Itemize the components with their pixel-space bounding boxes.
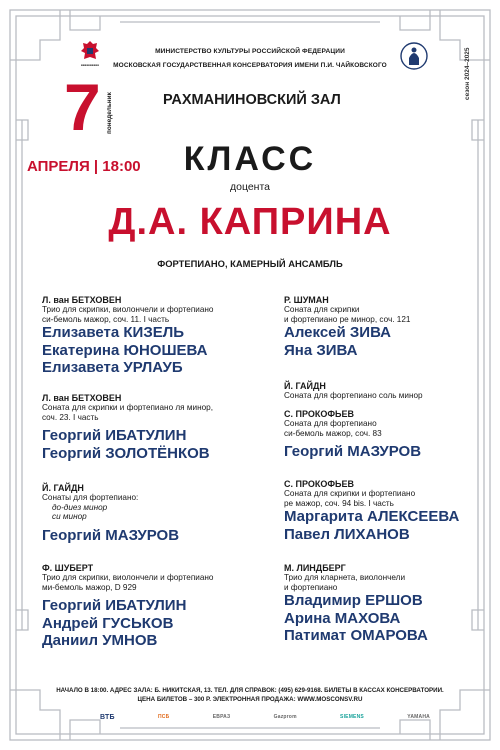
season-label: сезон 2024–2025 <box>464 47 471 100</box>
event-day: 7 <box>64 70 101 144</box>
performer: Даниил УМНОВ <box>42 632 158 650</box>
performer: Андрей ГУСЬКОВ <box>42 614 174 632</box>
program-item <box>284 381 423 401</box>
composer: Й. ГАЙДН <box>42 483 84 493</box>
sponsor-logo: Gazprom <box>273 714 297 720</box>
performer: Екатерина ЮНОШЕВА <box>42 341 208 359</box>
work-title: ми-бемоль мажор, D 929 <box>42 582 137 592</box>
work-title: Сонаты для фортепиано: <box>42 493 139 502</box>
performer: Елизавета КИЗЕЛЬ <box>42 324 185 342</box>
work-title: Трио для кларнета, виолончели <box>284 573 406 582</box>
composer: М. ЛИНДБЕРГ <box>284 563 346 573</box>
event-date-time: АПРЕЛЯ | 18:00 <box>27 158 141 175</box>
sponsor-logo: ВТБ <box>100 713 115 721</box>
work-title: и фортепиано ре минор, соч. 121 <box>284 314 411 324</box>
work-title: Трио для скрипки, виолончели и фортепиано <box>42 573 214 582</box>
program-item <box>42 295 213 377</box>
work-title: до-диез минор <box>52 502 108 512</box>
performer: Георгий МАЗУРОВ <box>284 443 422 461</box>
sponsor-logo: ПСБ <box>158 714 170 720</box>
footer-tickets-line: ЦЕНА БИЛЕТОВ – 300 Р. ЭЛЕКТРОННАЯ ПРОДАЖА: WWW.MOSCONSV.RU <box>137 696 363 703</box>
work-title: Соната для скрипки и фортепиано ля минор, <box>42 403 214 412</box>
class-title: КЛАСС <box>183 140 317 178</box>
program-item <box>42 393 213 462</box>
performer: Яна ЗИВА <box>284 341 358 359</box>
performer: Елизавета УРЛАУБ <box>42 359 183 377</box>
teacher-position: доцента <box>229 181 271 193</box>
work-title: ре мажор, соч. 94 bis. I часть <box>284 498 394 508</box>
performer: Георгий ЗОЛОТЁНКОВ <box>42 444 210 462</box>
performer: Арина МАХОВА <box>284 609 401 627</box>
work-title: Соната для скрипки <box>284 305 360 314</box>
ministry-emblem-caption: ■■■■■■■■■■ <box>80 63 100 67</box>
event-weekday: понедельник <box>106 92 113 134</box>
conservatory-line: МОСКОВСКАЯ ГОСУДАРСТВЕННАЯ КОНСЕРВАТОРИЯ ИМЕНИ П.И. ЧАЙКОВСКОГО <box>113 62 387 69</box>
work-title: си-бемоль мажор, соч. 11. I часть <box>42 314 170 324</box>
work-title: и фортепиано <box>284 582 338 592</box>
performer: Патимат ОМАРОВА <box>284 627 428 645</box>
work-title: си минор <box>52 512 87 522</box>
performer: Георгий ИБАТУЛИН <box>42 597 187 615</box>
sponsor-logos <box>100 710 430 724</box>
sponsor-logo: YAMAHA <box>407 714 430 720</box>
sponsor-logo: SIEMENS <box>340 714 364 720</box>
performer: Павел ЛИХАНОВ <box>284 525 410 543</box>
composer: Л. ван БЕТХОВЕН <box>42 295 122 305</box>
work-title: Соната для фортепиано соль минор <box>284 391 423 400</box>
program-item <box>284 295 410 359</box>
composer: С. ПРОКОФЬЕВ <box>284 409 355 419</box>
program-item <box>42 563 213 650</box>
composer: Р. ШУМАН <box>284 295 329 305</box>
work-title: Соната для скрипки и фортепиано <box>284 489 416 498</box>
program-item <box>284 479 459 543</box>
footer-info-line: НАЧАЛО В 18:00. АДРЕС ЗАЛА: Б. НИКИТСКАЯ, 13. ТЕЛ. ДЛЯ СПРАВОК: (495) 629-9168. БИЛЕТЫ В КАССАХ КОНСЕРВАТОРИИ. <box>56 687 444 694</box>
program-item <box>284 409 421 461</box>
performer: Маргарита АЛЕКСЕЕВА <box>284 508 460 526</box>
composer: Й. ГАЙДН <box>284 381 326 391</box>
performer: Георгий ИБАТУЛИН <box>42 427 187 445</box>
composer: Ф. ШУБЕРТ <box>42 563 94 573</box>
program-item <box>42 483 179 544</box>
sponsor-logo: ЕВРАЗ <box>212 714 231 720</box>
performer: Алексей ЗИВА <box>284 324 391 342</box>
composer: Л. ван БЕТХОВЕН <box>42 393 122 403</box>
work-title: Трио для скрипки, виолончели и фортепиано <box>42 305 214 314</box>
ministry-line: МИНИСТЕРСТВО КУЛЬТУРЫ РОССИЙСКОЙ ФЕДЕРАЦИИ <box>155 48 345 55</box>
program-item <box>284 563 428 645</box>
composer: С. ПРОКОФЬЕВ <box>284 479 355 489</box>
work-title: си-бемоль мажор, соч. 83 <box>284 428 382 438</box>
hall-name: РАХМАНИНОВСКИЙ ЗАЛ <box>163 92 341 108</box>
performer: Георгий МАЗУРОВ <box>42 526 180 544</box>
work-title: соч. 23. I часть <box>42 412 99 422</box>
teacher-name: Д.А. КАПРИНА <box>108 201 392 243</box>
work-title: Соната для фортепиано <box>284 419 377 428</box>
performer: Владимир ЕРШОВ <box>284 592 423 610</box>
discipline: ФОРТЕПИАНО, КАМЕРНЫЙ АНСАМБЛЬ <box>157 258 343 269</box>
